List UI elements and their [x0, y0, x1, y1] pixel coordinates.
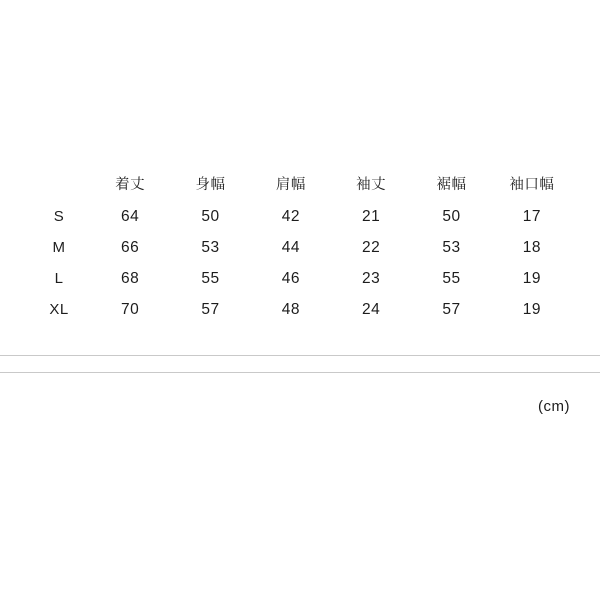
- table-row: [28, 294, 572, 325]
- cell-s-katahaba: 42: [281, 207, 300, 225]
- cell-m-sodetake: 22: [362, 238, 381, 256]
- row-label-l: L: [54, 270, 64, 287]
- size-table: [28, 168, 572, 325]
- table-header: [28, 168, 572, 201]
- divider-top: [0, 355, 600, 356]
- table-row: [28, 201, 572, 232]
- cell-s-sodetake: 21: [362, 207, 381, 225]
- cell-l-sodetake: 23: [362, 269, 381, 287]
- column-header-susohaba: 裾幅: [436, 177, 467, 193]
- column-header-sodeguchihaba: 袖口幅: [509, 177, 555, 193]
- cell-l-mihaba: 55: [201, 269, 220, 287]
- cell-xl-kitake: 70: [121, 300, 140, 318]
- cell-xl-sodetake: 24: [362, 300, 381, 318]
- table-row: [28, 263, 572, 294]
- cell-s-mihaba: 50: [201, 207, 220, 225]
- cell-xl-sodeguchihaba: 19: [522, 300, 541, 318]
- cell-m-susohaba: 53: [442, 238, 461, 256]
- row-label-m: M: [52, 239, 66, 256]
- table-header-row: [28, 168, 572, 201]
- column-header-mihaba: 身幅: [195, 177, 226, 193]
- divider-bottom: [0, 372, 600, 373]
- cell-s-kitake: 64: [121, 207, 140, 225]
- cell-xl-mihaba: 57: [201, 300, 220, 318]
- column-header-sodetake: 袖丈: [356, 177, 387, 193]
- cell-m-kitake: 66: [121, 238, 140, 256]
- cell-m-katahaba: 44: [281, 238, 300, 256]
- cell-m-mihaba: 53: [201, 238, 220, 256]
- cell-xl-susohaba: 57: [442, 300, 461, 318]
- cell-l-kitake: 68: [121, 269, 140, 287]
- cell-l-katahaba: 46: [281, 269, 300, 287]
- table-row: [28, 232, 572, 263]
- cell-l-sodeguchihaba: 19: [522, 269, 541, 287]
- column-header-katahaba: 肩幅: [275, 177, 306, 193]
- cell-l-susohaba: 55: [442, 269, 461, 287]
- table-body: [28, 201, 572, 325]
- row-label-xl: XL: [49, 301, 69, 318]
- cell-m-sodeguchihaba: 18: [522, 238, 541, 256]
- table-corner-cell: [28, 168, 90, 201]
- column-header-kitake: 着丈: [115, 177, 146, 193]
- unit-label: (cm): [538, 398, 570, 415]
- cell-s-susohaba: 50: [442, 207, 461, 225]
- cell-xl-katahaba: 48: [281, 300, 300, 318]
- row-label-s: S: [53, 208, 65, 225]
- cell-s-sodeguchihaba: 17: [522, 207, 541, 225]
